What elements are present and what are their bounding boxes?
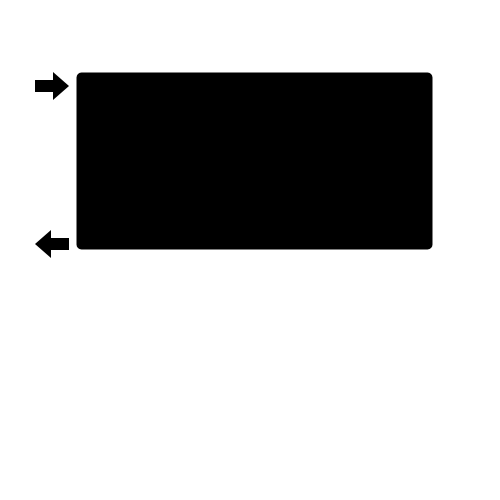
arrow-right-icon <box>35 72 69 100</box>
panel-radiator-illustration <box>76 72 433 250</box>
arrow-left-icon <box>35 230 69 258</box>
